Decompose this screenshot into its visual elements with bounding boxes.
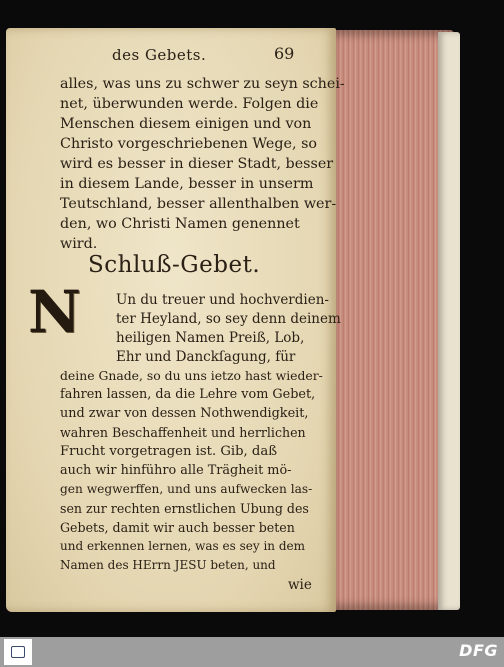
text-line: wird.: [60, 236, 98, 252]
running-header: des Gebets.: [112, 46, 207, 64]
text-line: net, überwunden werde. Folgen die: [60, 96, 319, 112]
text-line: den, wo Christi Namen genennet: [60, 216, 300, 232]
text-line: in diesem Lande, besser in unserm: [60, 176, 314, 192]
viewer-footer-bar: [0, 637, 504, 667]
text-line: gen wegwerffen, und uns aufwecken las-: [60, 482, 313, 496]
text-line: Menschen diesem einigen und von: [60, 116, 312, 132]
page-number: 69: [274, 44, 295, 63]
catchword: wie: [288, 577, 312, 593]
drop-cap: N: [28, 278, 82, 346]
text-line: fahren lassen, da die Lehre vom Gebet,: [60, 387, 316, 402]
text-line: Namen des HErrn JESU beten, und: [60, 558, 276, 572]
text-line: deine Gnade, so du uns ietzo hast wieder-: [60, 368, 323, 383]
text-line: wird es besser in dieser Stadt, besser: [60, 156, 334, 172]
text-line: ter Heyland, so sey denn deinem: [116, 311, 341, 327]
text-line: Frucht vorgetragen ist. Gib, daß: [60, 444, 278, 459]
text-line: Ehr und Danckſagung, für: [116, 349, 296, 365]
text-line: auch wir hinführo alle Trägheit mö-: [60, 463, 292, 478]
text-line: wahren Beschaffenheit und herrlichen: [60, 425, 306, 440]
text-line: heiligen Namen Preiß, Lob,: [116, 330, 305, 346]
page-edges: [332, 30, 454, 610]
library-logo-mark-icon: [11, 646, 25, 658]
text-line: und erkennen lernen, was es sey in dem: [60, 539, 305, 553]
text-line: Un du treuer und hochverdien-: [116, 292, 329, 308]
text-line: Christo vorgeschriebenen Wege, so: [60, 136, 318, 152]
text-line: alles, was uns zu schwer zu seyn schei-: [60, 76, 345, 92]
text-line: sen zur rechten ernstlichen Ubung des: [60, 501, 309, 516]
text-line: und zwar von dessen Nothwendigkeit,: [60, 406, 309, 421]
text-line: Gebets, damit wir auch besser beten: [60, 520, 295, 535]
dfg-logo: DFG: [459, 641, 498, 660]
text-line: Teutschland, besser allenthalben wer-: [60, 196, 337, 212]
book-cover-edge: [438, 32, 460, 610]
library-logo: [4, 639, 32, 665]
section-title: Schluß-Gebet.: [88, 252, 261, 278]
